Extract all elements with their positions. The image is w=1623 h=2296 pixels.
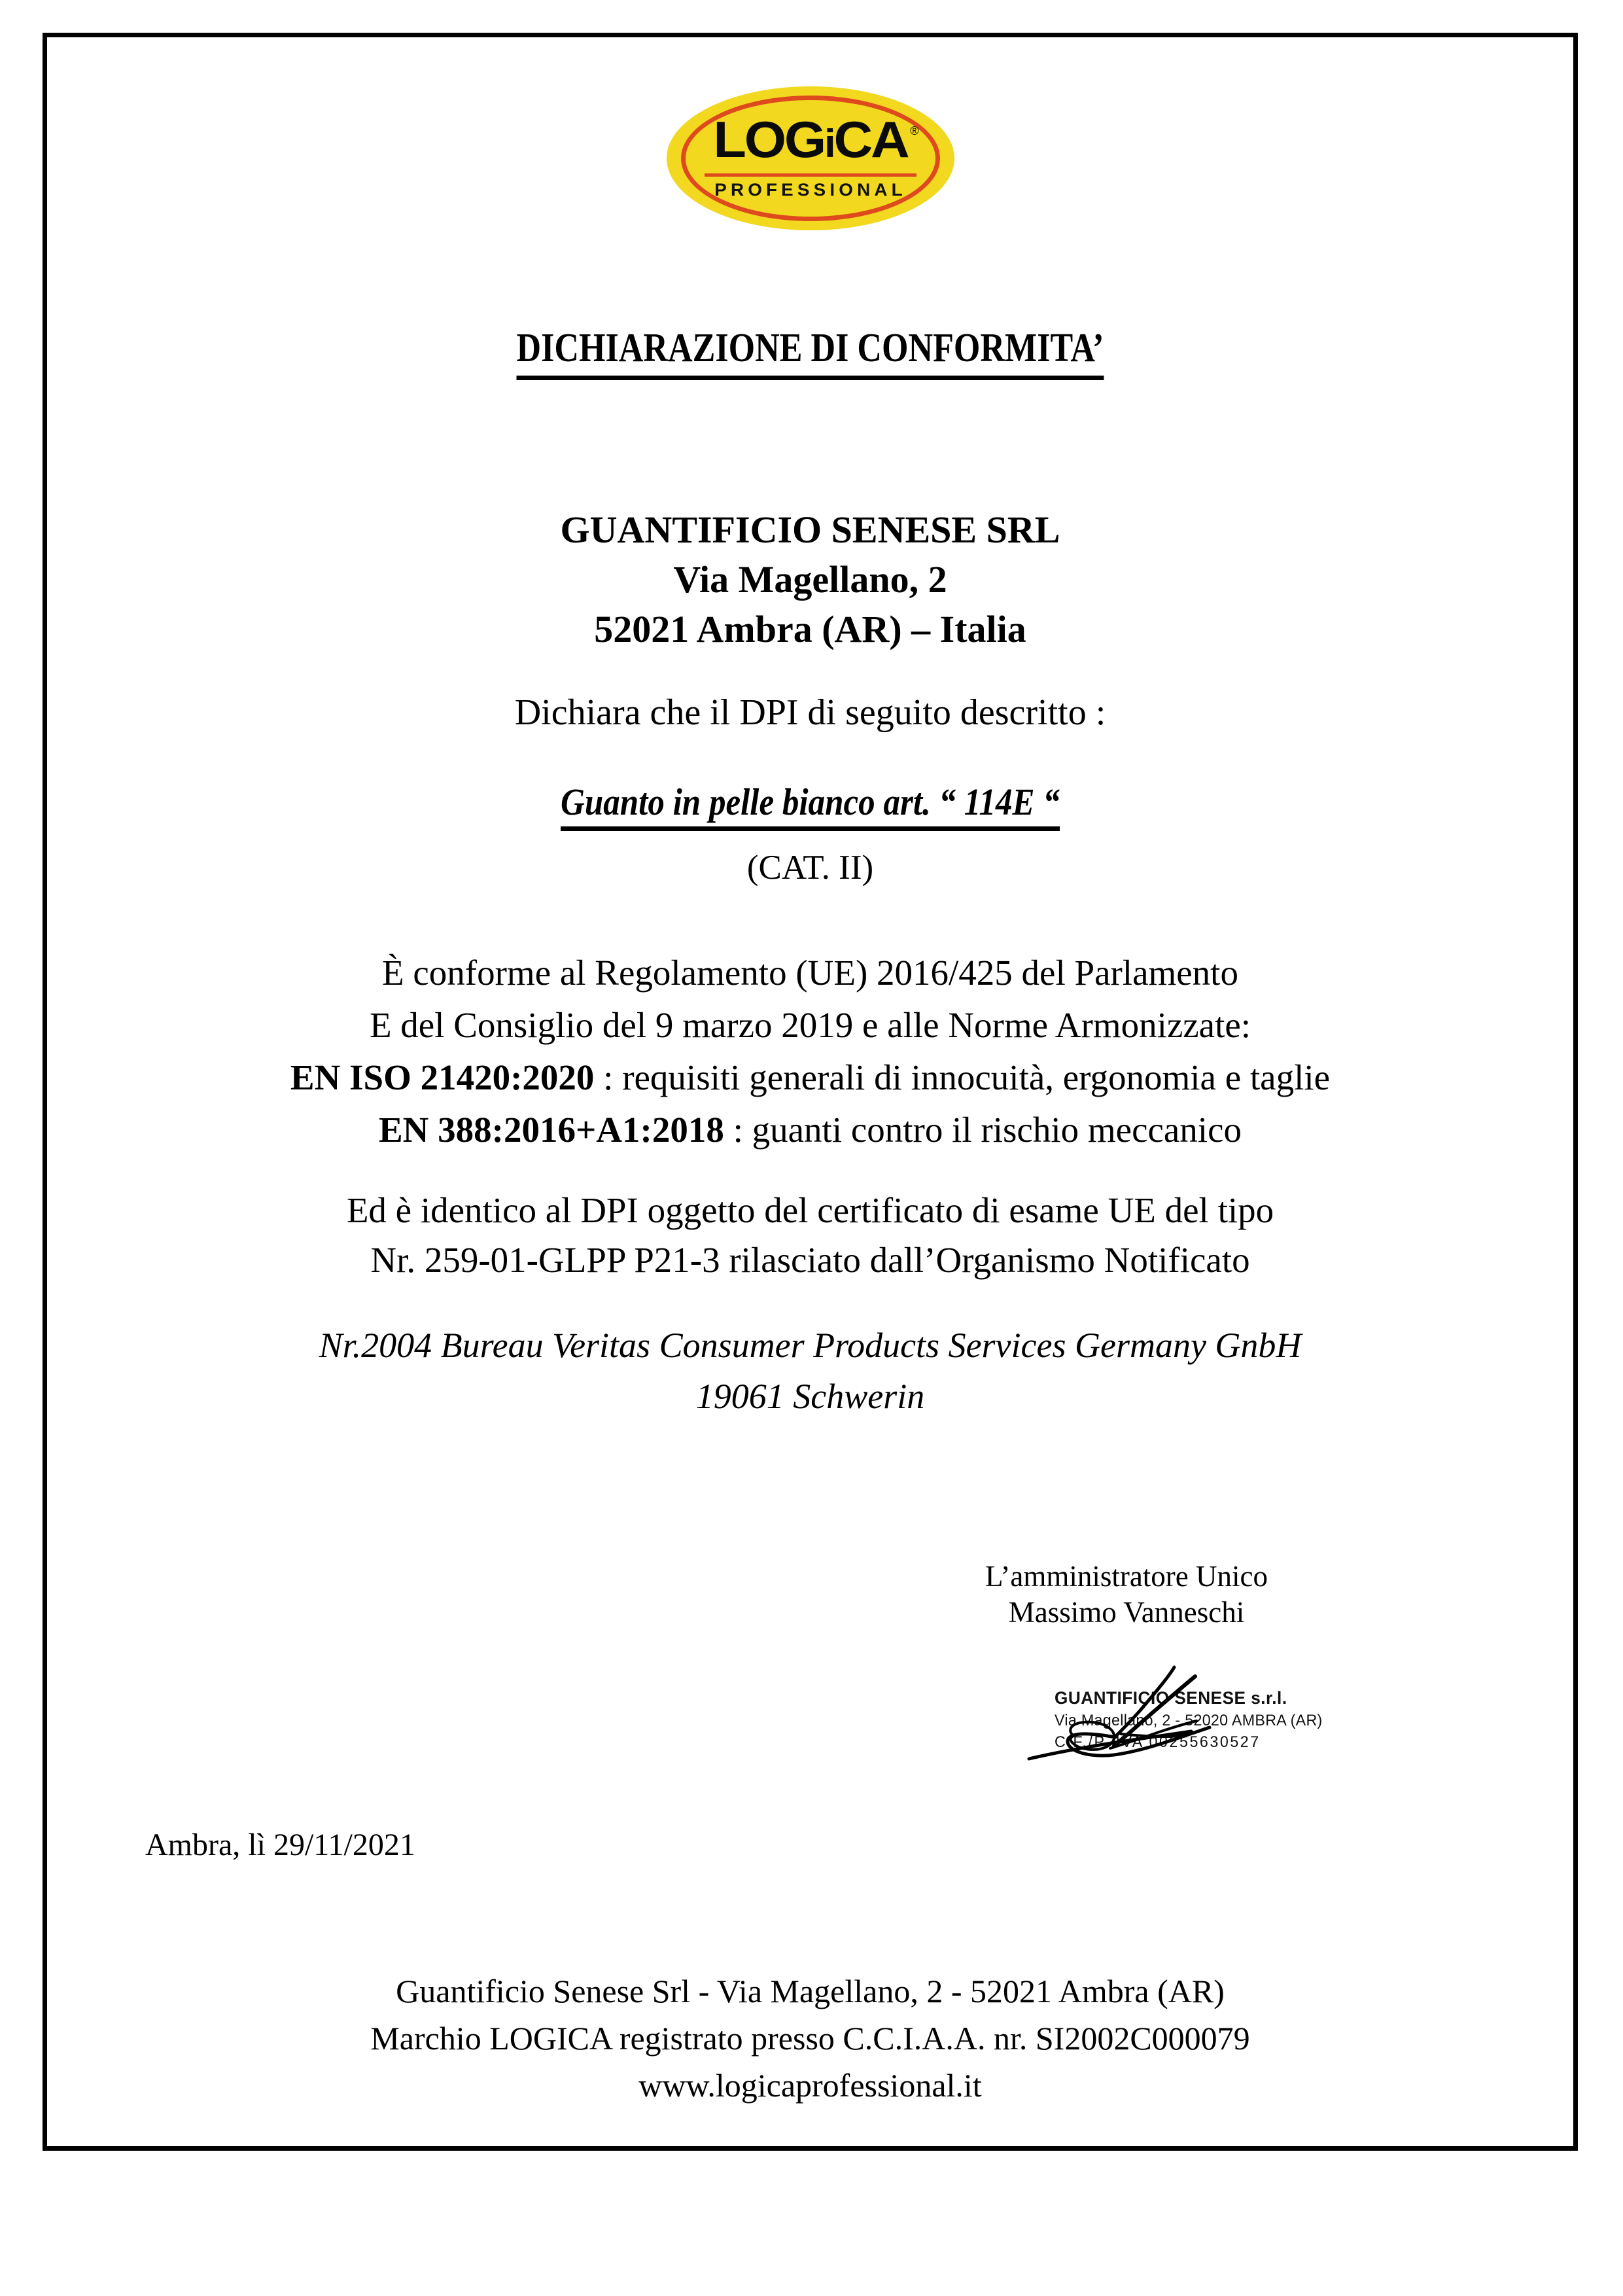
notified-body-city: 19061 Schwerin <box>695 1377 925 1416</box>
conformity-line-1: È conforme al Regolamento (UE) 2016/425 del Parlamento <box>382 953 1238 993</box>
notified-body-block <box>47 1320 1573 1422</box>
standard-code-2: EN 388:2016+A1:2018 <box>379 1110 724 1150</box>
page-border <box>43 33 1578 2151</box>
logo-divider-line <box>705 173 916 177</box>
footer-line-1: Guantificio Senese Srl - Via Magellano, 2 - 52021 Ambra (AR) <box>396 1973 1225 2009</box>
standard-code-1: EN ISO 21420:2020 <box>290 1057 595 1097</box>
product-category: (CAT. II) <box>746 849 874 887</box>
standard-description-1: : requisiti generali di innocuità, ergonomia e taglie <box>594 1057 1331 1097</box>
company-stamp <box>1005 1650 1323 1781</box>
footer-website: www.logicaprofessional.it <box>638 2067 982 2104</box>
standard-row-1 <box>47 1051 1573 1104</box>
certificate-line-1: Ed è identico al DPI oggetto del certificato di esame UE del tipo <box>346 1190 1274 1230</box>
footer-block <box>47 1968 1573 2109</box>
product-name <box>47 780 1573 831</box>
standard-description-2: : guanti contro il rischio meccanico <box>724 1110 1242 1150</box>
stamp-vat-number: C.F./P. IVA 00255630527 <box>1055 1733 1261 1751</box>
stamp-company-name: GUANTIFICIO SENESE s.r.l. <box>1055 1688 1287 1708</box>
document-title <box>47 325 1573 380</box>
logo-wordmark <box>657 111 962 169</box>
declaration-intro: Dichiara che il DPI di seguito descritto : <box>514 692 1106 733</box>
logo-tagline: PROFESSIONAL <box>714 180 907 200</box>
product-block <box>47 780 1573 887</box>
logo-wordmark-part3: CA <box>833 111 908 168</box>
signatory-role: L’amministratore Unico <box>985 1560 1268 1593</box>
signature-block <box>924 1559 1329 1631</box>
footer-line-2: Marchio LOGICA registrato presso C.C.I.A.A. nr. SI2002C000079 <box>370 2020 1250 2057</box>
certificate-block <box>47 1186 1573 1285</box>
place-and-date: Ambra, lì 29/11/2021 <box>145 1828 415 1862</box>
logo-wordmark-part2: i <box>824 122 834 166</box>
product-name-text: Guanto in pelle bianco art. “ 114E “ <box>561 780 1060 831</box>
company-name: GUANTIFICIO SENESE SRL <box>560 508 1060 551</box>
conformity-block <box>47 947 1573 1156</box>
stamp-address: Via Magellano, 2 - 52020 AMBRA (AR) <box>1055 1712 1323 1729</box>
logo-wordmark-part1: LOG <box>712 111 824 168</box>
registered-trademark-icon: ® <box>910 124 919 137</box>
standard-row-2 <box>47 1104 1573 1156</box>
logo-graphic <box>667 86 954 230</box>
logica-logo <box>47 86 1573 230</box>
stamp-text <box>1055 1688 1323 1752</box>
document-page <box>47 37 1573 2146</box>
document-title-text: DICHIARAZIONE DI CONFORMITA’ <box>517 325 1104 380</box>
company-city: 52021 Ambra (AR) – Italia <box>594 608 1026 650</box>
notified-body-name: Nr.2004 Bureau Veritas Consumer Products Services Germany GnbH <box>319 1326 1302 1365</box>
signatory-name: Massimo Vanneschi <box>1008 1596 1245 1629</box>
certificate-line-2: Nr. 259-01-GLPP P21-3 rilasciato dall’Organismo Notificato <box>370 1240 1250 1280</box>
company-street: Via Magellano, 2 <box>673 558 947 601</box>
company-address-block <box>47 505 1573 654</box>
conformity-line-2: E del Consiglio del 9 marzo 2019 e alle Norme Armonizzate: <box>369 1005 1251 1045</box>
